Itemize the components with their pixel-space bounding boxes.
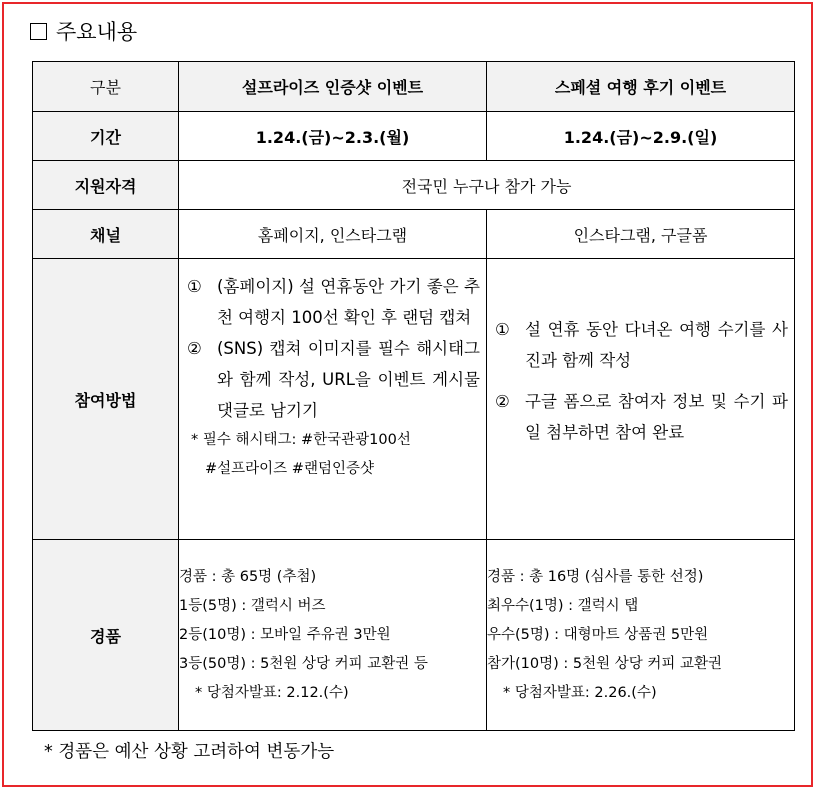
eligibility-row (33, 161, 795, 210)
header-category: 구분 (33, 62, 179, 112)
prize-line: 참가(10명) : 5천원 상당 커피 교환권 (487, 655, 723, 672)
step-number: ② (187, 339, 202, 358)
method-event-2-step (495, 314, 788, 376)
prize-line: 1등(5명) : 갤럭시 버즈 (179, 597, 326, 614)
method-event-1-step (187, 271, 480, 333)
prize-line: 경품 : 총 65명 (추첨) (179, 568, 317, 585)
winner-announcement: * 당첨자발표: 2.12.(수) (195, 684, 349, 701)
method-event-2 (487, 259, 795, 540)
prize-event-1 (179, 540, 487, 731)
hashtag-note-line: * 필수 해시태그: #한국관광100선 (191, 432, 411, 448)
header-row (33, 62, 795, 112)
prize-line: 경품 : 총 16명 (심사를 통한 선정) (487, 568, 704, 585)
prize-line: 우수(5명) : 대형마트 상품권 5만원 (487, 626, 709, 643)
section-heading (30, 16, 137, 46)
hashtag-note-line: #설프라이즈 #랜덤인증샷 (205, 461, 374, 477)
checkbox-square-icon (30, 23, 47, 40)
period-event-1: 1.24.(금)~2.3.(월) (179, 112, 487, 161)
event-summary-table (32, 61, 795, 731)
step-text: 구글 폼으로 참여자 정보 및 수기 파일 첨부하면 참여 완료 (525, 392, 788, 442)
header-event-2: 스페셜 여행 후기 이벤트 (487, 62, 795, 112)
eligibility-label: 지원자격 (33, 161, 179, 210)
eligibility-value: 전국민 누구나 참가 가능 (179, 161, 795, 210)
prize-line: 최우수(1명) : 갤럭시 탭 (487, 597, 639, 614)
prize-row (33, 540, 795, 731)
method-row (33, 259, 795, 540)
channel-row (33, 210, 795, 259)
period-row (33, 112, 795, 161)
period-event-2: 1.24.(금)~2.9.(일) (487, 112, 795, 161)
step-text: 설 연휴 동안 다녀온 여행 수기를 사진과 함께 작성 (525, 320, 788, 370)
step-text: (홈페이지) 설 연휴동안 가기 좋은 추천 여행지 100선 확인 후 랜덤 캡쳐 (217, 277, 480, 327)
step-number: ① (187, 277, 202, 296)
method-event-1-step (187, 333, 480, 426)
prize-label: 경품 (33, 540, 179, 731)
period-label: 기간 (33, 112, 179, 161)
method-label: 참여방법 (33, 259, 179, 540)
prize-line: 3등(50명) : 5천원 상당 커피 교환권 등 (179, 655, 428, 672)
hashtag-note (179, 426, 486, 484)
step-number: ① (495, 320, 510, 339)
step-text: (SNS) 캡쳐 이미지를 필수 해시태그와 함께 작성, URL을 이벤트 게시물 댓글로 남기기 (217, 339, 480, 420)
prize-line: 2등(10명) : 모바일 주유권 3만원 (179, 626, 391, 643)
channel-label: 채널 (33, 210, 179, 259)
section-heading-text: 주요내용 (56, 20, 138, 44)
method-event-1 (179, 259, 487, 540)
header-event-1: 설프라이즈 인증샷 이벤트 (179, 62, 487, 112)
prize-event-2 (487, 540, 795, 731)
footnote: * 경품은 예산 상황 고려하여 변동가능 (44, 742, 335, 762)
step-number: ② (495, 392, 510, 411)
winner-announcement: * 당첨자발표: 2.26.(수) (503, 684, 657, 701)
channel-event-1: 홈페이지, 인스타그램 (179, 210, 487, 259)
method-event-2-step (495, 386, 788, 448)
channel-event-2: 인스타그램, 구글폼 (487, 210, 795, 259)
